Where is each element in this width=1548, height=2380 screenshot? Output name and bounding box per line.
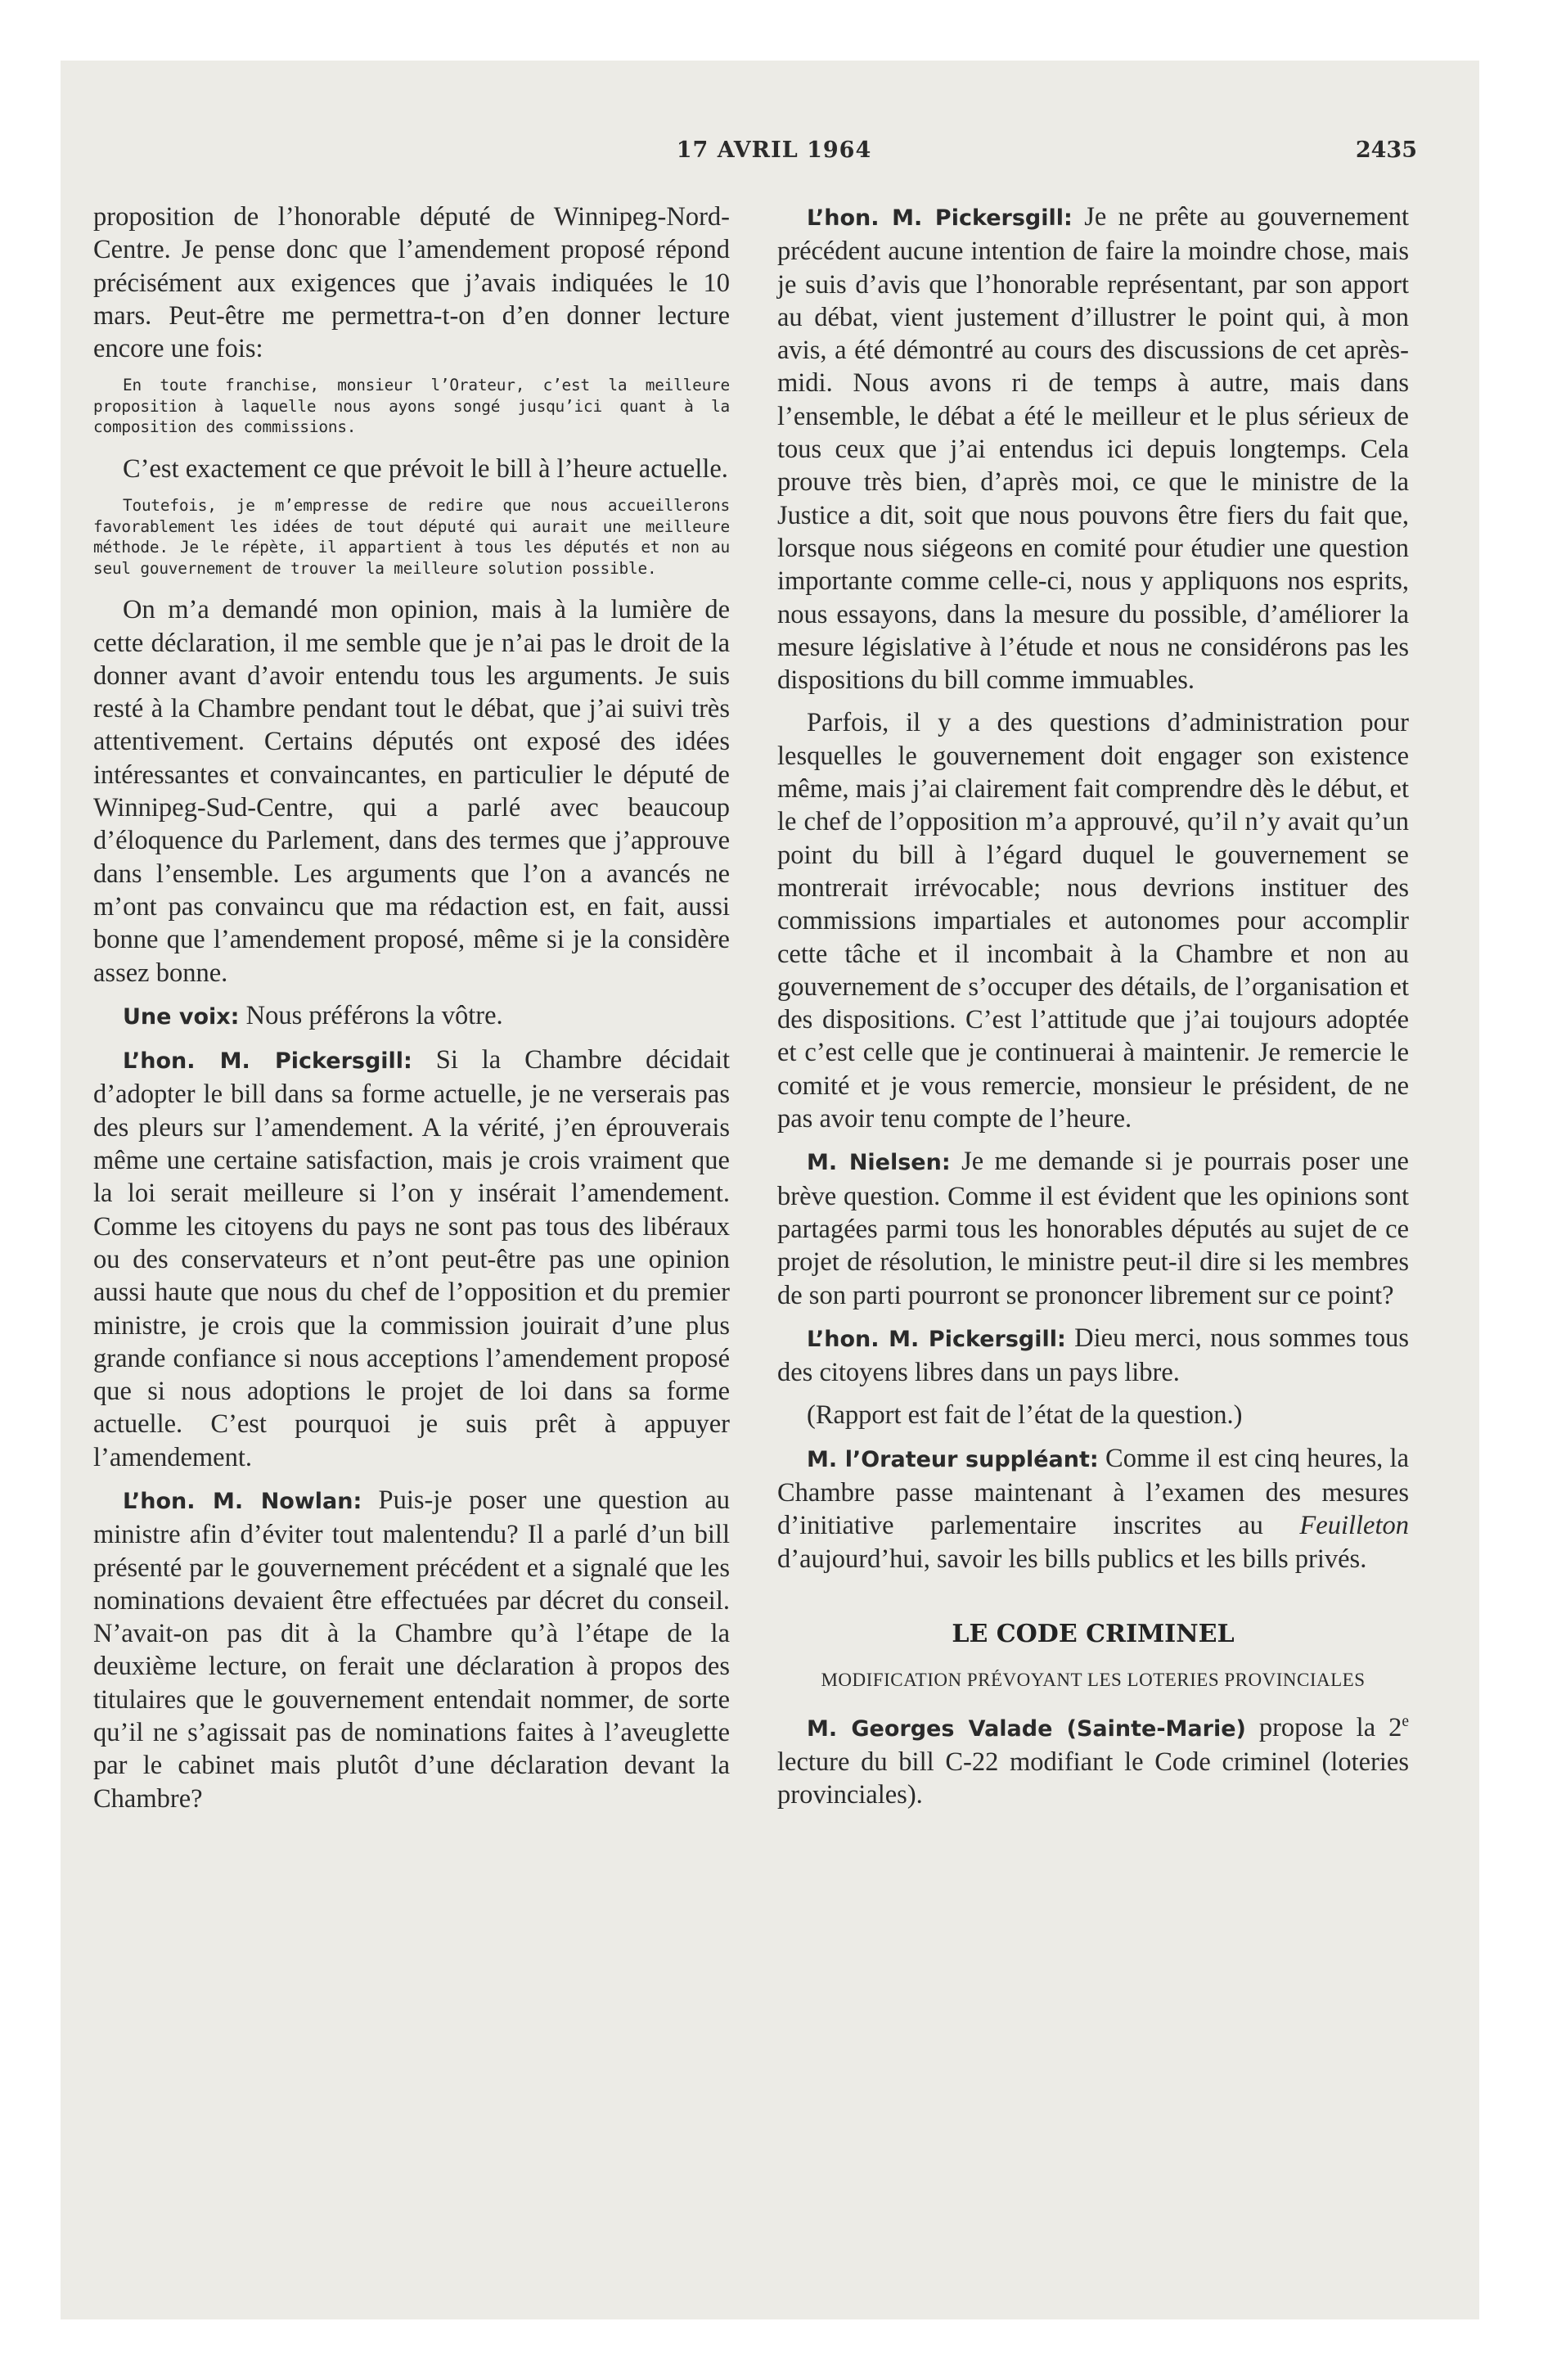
speech-text: lecture du bill C-22 modifiant le Code criminel (loteries provinciales).	[777, 1747, 1409, 1810]
paragraph: On m’a demandé mon opinion, mais à la lumière de cette déclaration, il me semble que je n’ai pas le droit de la donner avant d’avoir entendu tous les arguments. Je suis resté à la Chambre pendant tout le débat, que j’ai suivi très attentivement. Certains députés ont exposé des idées intéressantes et convaincantes, en particulier le député de Winnipeg-Sud-Centre, qui a parlé avec beaucoup d’éloquence du Parlement, dans des termes que j’approuve dans l’ensemble. Les arguments que l’on a avancés ne m’ont pas convaincu que ma rédaction est, en fait, aussi bonne que l’amendement proposé, même si je la considère assez bonne.	[93, 595, 730, 988]
left-column	[93, 201, 730, 1825]
section-subheading: MODIFICATION PRÉVOYANT LES LOTERIES PROVINCIALES	[821, 1669, 1366, 1690]
page-header	[0, 137, 1548, 174]
quotation: Toutefois, je m’empresse de redire que nous accueillerons favorablement les idées de tout député qui aurait une meilleure méthode. Je le répète, il appartient à tous les députés et non au seul gouvernement de trouver la meilleure solution possible.	[93, 496, 730, 578]
speaker-name: M. Georges Valade (Sainte-Marie)	[807, 1715, 1246, 1742]
speaker-name: M. l’Orateur suppléant:	[807, 1446, 1099, 1472]
paragraph: proposition de l’honorable député de Winnipeg-Nord-Centre. Je pense donc que l’amendement proposé répond précisément aux exigences que j’avais indiquées le 10 mars. Peut-être me permettra-t-on d’en donner lecture encore une fois:	[93, 202, 730, 364]
section-heading: LE CODE CRIMINEL	[952, 1619, 1235, 1648]
speech	[777, 1711, 1409, 1812]
speaker-name: L’hon. M. Nowlan:	[123, 1489, 362, 1514]
speech	[777, 1442, 1409, 1575]
speech-text: propose la 2	[1258, 1712, 1402, 1742]
speech-text: Si la Chambre décidait d’adopter le bill dans sa forme actuelle, je ne verserais pas des pleurs sur l’amendement. A la vérité, j’en éprouverais même une certaine satisfaction, mais je crois vraiment que la loi serait meilleure si l’on y insérait l’amendement. Comme les citoyens du pays ne sont pas tous des libéraux ou des conservateurs et n’ont peut-être pas une opinion aussi haute que nous du chef de l’opposition et du premier ministre, je crois que la commission jouirait d’une plus grande confiance si nous acceptions l’amendement proposé que si nous adoptions le projet de loi dans sa forme actuelle. C’est pourquoi je suis prêt à appuyer l’amendement.	[93, 1045, 730, 1472]
speech	[777, 1145, 1409, 1311]
page-date: 17 AVRIL 1964	[676, 137, 872, 163]
speech	[93, 999, 730, 1034]
speaker-name: L’hon. M. Pickersgill:	[807, 1326, 1066, 1352]
paragraph: (Rapport est fait de l’état de la question.)	[807, 1400, 1243, 1431]
speaker-name: Une voix:	[123, 1003, 240, 1030]
speech	[93, 1044, 730, 1474]
speaker-name: M. Nielsen:	[807, 1150, 951, 1176]
paragraph: C’est exactement ce que prévoit le bill à l’heure actuelle.	[123, 453, 728, 484]
speech-text: Dieu merci, nous sommes tous des citoyens libres dans un pays libre.	[777, 1323, 1410, 1388]
speaker-name: L’hon. M. Pickersgill:	[123, 1048, 412, 1075]
ordinal-suffix: e	[1402, 1713, 1410, 1731]
paragraph: Parfois, il y a des questions d’administration pour lesquelles le gouvernement doit engager son existence même, mais j’ai clairement fait comprendre dès le début, et le chef de l’opposition m’a approuvé, qu’il n’y avait qu’un point du bill à l’égard duquel le gouvernement se montrerait irrévocable; nous devrions instituer des commissions impartiales et autonomes pour accomplir cette tâche et il incombait à la Chambre et non au gouvernement de s’occuper des détails, de l’organisation et des dispositions. C’est l’attitude que j’ai toujours adoptée et c’est celle que je continuerai à maintenir. Je remercie le comité et je vous remercie, monsieur le président, de ne pas avoir tenu compte de l’heure.	[777, 708, 1409, 1134]
speech-text: Comme il est cinq heures, la Chambre passe maintenant à l’examen des mesures d’initiative parlementaire inscrites au	[777, 1443, 1410, 1541]
speech-text-italic: Feuilleton	[1299, 1511, 1409, 1541]
quotation: En toute franchise, monsieur l’Orateur, c’est la meilleure proposition à laquelle nous ayons songé jusqu’ici quant à la composition des commissions.	[93, 376, 730, 437]
speech	[777, 201, 1409, 696]
speech-text: Je me demande si je pourrais poser une brève question. Comme il est évident que les opinions sont partagées parmi tous les honorables députés au sujet de ce projet de résolution, le ministre peut-il dire si les membres de son parti pourront se prononcer librement sur ce point?	[777, 1147, 1409, 1310]
page-number: 2435	[1355, 137, 1417, 163]
speech-text: Je ne prête au gouvernement précédent aucune intention de faire la moindre chose, mais je suis d’avis que l’honorable représentant, par son apport au débat, vient justement d’illustrer le point qui, à mon avis, a été démontré au cours des discussions de cet après-midi. Nous avons ri de temps à autre, mais dans l’ensemble, le débat a été le meilleur et le plus sérieux de tous ceux que j’ai entendus ici depuis longtemps. Cela prouve très bien, d’après moi, ce que le ministre de la Justice a dit, soit que nous pouvons être fiers du fait que, lorsque nous siégeons en comité pour étudier une question importante comme celle-ci, nous y appliquons nos esprits, nous essayons, dans la mesure du possible, d’améliorer la mesure législative à l’étude et nous ne considérons pas les dispositions du bill comme immuables.	[777, 202, 1410, 696]
speech	[777, 1322, 1409, 1390]
right-column	[777, 201, 1409, 1822]
speech-text: Puis-je poser une question au ministre afin d’éviter tout malentendu? Il a parlé d’un bill présenté par le gouvernement précédent et a signalé que les nominations devaient être effectuées par décret du conseil. N’avait-on pas dit à la Chambre qu’à l’étape de la deuxième lecture, on ferait une déclaration à propos des titulaires que le gouvernement entendait nommer, de sorte qu’il ne s’agissait pas de nominations faites à l’aveuglette par le cabinet mais plutôt d’une déclaration devant la Chambre?	[93, 1485, 730, 1814]
speech-text: Nous préférons la vôtre.	[245, 1000, 503, 1030]
speech	[93, 1484, 730, 1815]
speaker-name: L’hon. M. Pickersgill:	[807, 205, 1073, 231]
speech-text: d’aujourd’hui, savoir les bills publics et les bills privés.	[777, 1544, 1367, 1574]
